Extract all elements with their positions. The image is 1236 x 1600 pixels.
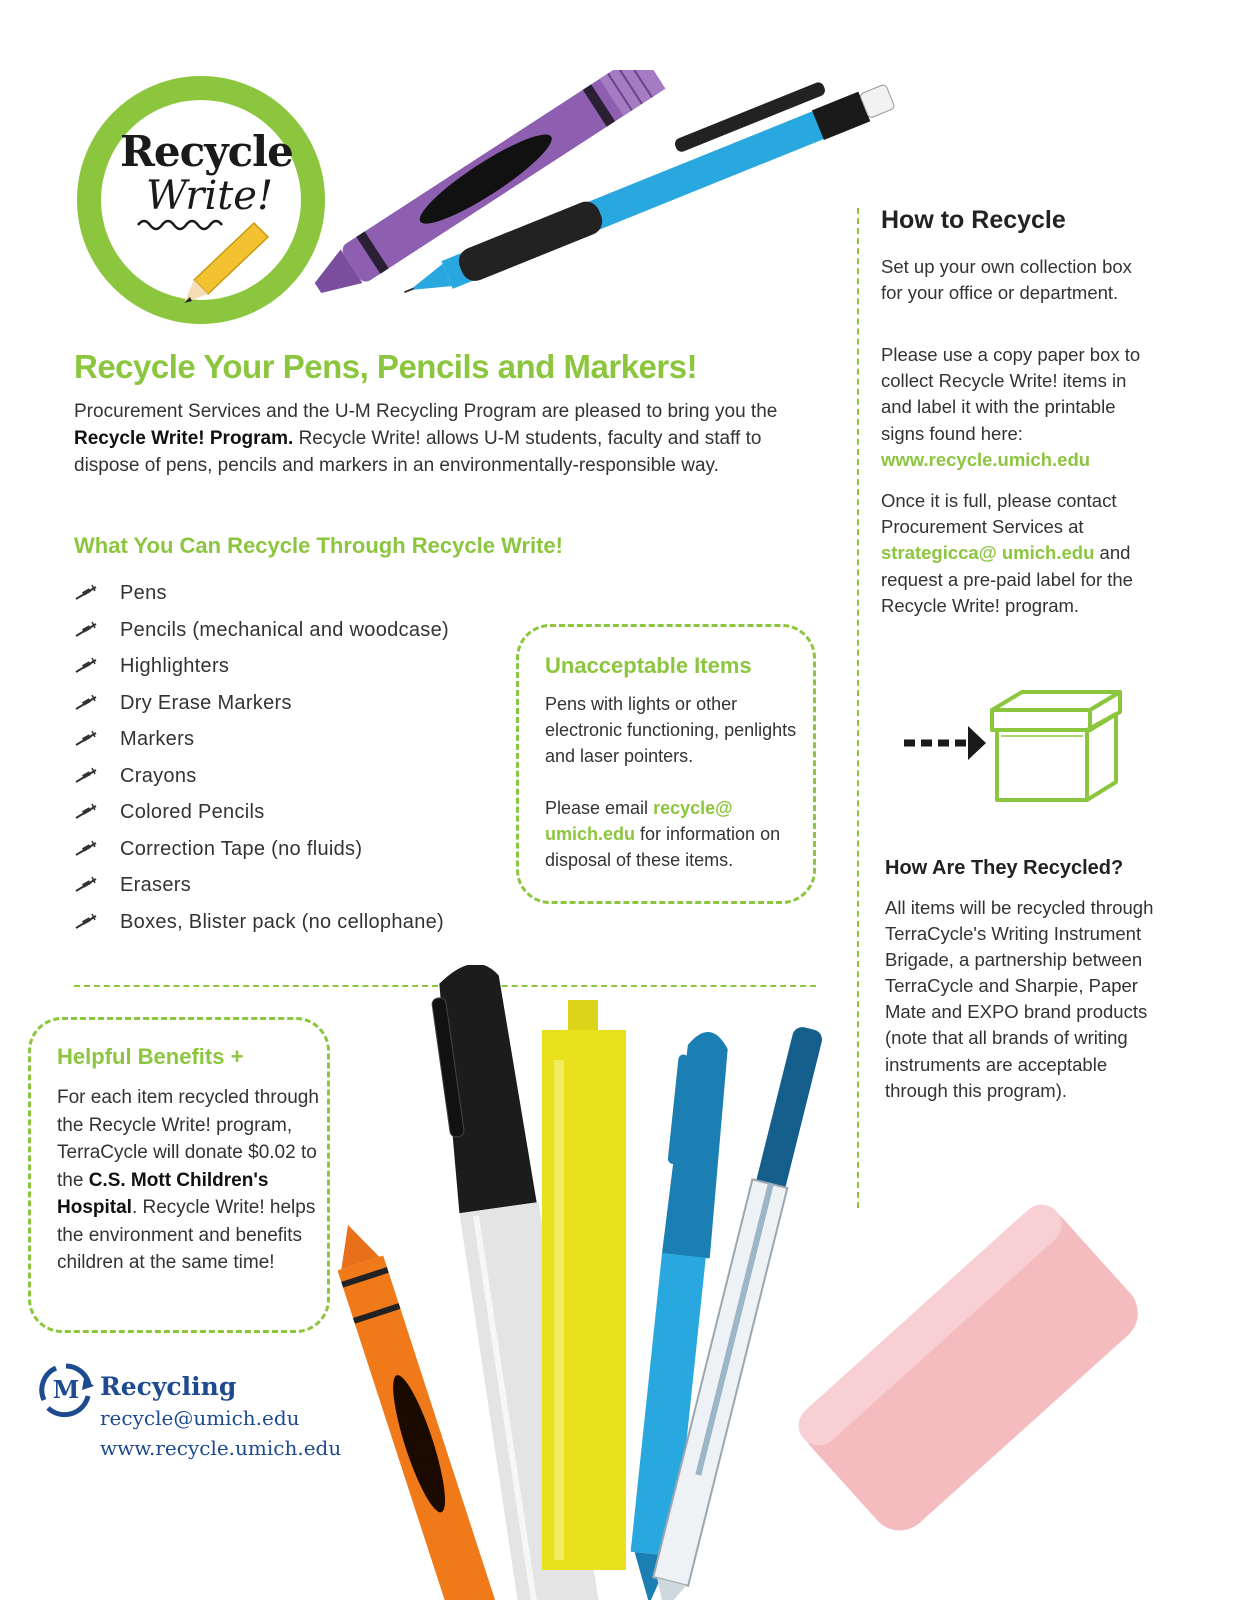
benefits-part-1: For each item recycled through the Recycle Write! program, TerraCycle will donate $0.02 to the <box>57 1087 319 1191</box>
unacceptable-email-suffix: for information on disposal of these items. <box>545 824 781 870</box>
how-to-p3-part-2: and request a pre-paid label for the Recycle Write! program. <box>881 542 1133 616</box>
benefits-text <box>57 1084 319 1277</box>
list-item-label: Erasers <box>120 874 192 896</box>
benefits-heading: Helpful Benefits + <box>57 1044 244 1069</box>
pen-bullet-icon <box>74 838 120 858</box>
unacceptable-email-text <box>545 795 815 873</box>
how-to-p2-text: Please use a copy paper box to collect Recycle Write! items in and label it with the printable signs found here: <box>881 344 1141 444</box>
intro-paragraph <box>74 398 814 479</box>
intro-part-2: Recycle Write! allows U-M students, faculty and staff to dispose of pens, pencils and markers in an environmentally-responsible way. <box>74 428 762 476</box>
benefits-hospital: C.S. Mott Children's Hospital <box>57 1169 269 1218</box>
page-title: Recycle Your Pens, Pencils and Markers! <box>74 348 698 385</box>
list-item <box>74 874 449 911</box>
highlighter-icon <box>542 1000 626 1570</box>
list-item <box>74 765 449 802</box>
dashed-arrow-icon <box>904 726 986 760</box>
list-item-label: Correction Tape (no fluids) <box>120 837 363 860</box>
recyclable-list <box>74 582 449 947</box>
how-to-paragraph-2 <box>881 342 1151 473</box>
box-illustration <box>900 686 1130 806</box>
intro-part-1: Procurement Services and the U-M Recycling Program are pleased to bring you the <box>74 401 778 422</box>
strategic-email-link[interactable]: strategicca@ umich.edu <box>881 542 1095 564</box>
how-recycled-text: All items will be recycled through TerraCycle's Writing Instrument Brigade, a partnership between TerraCycle and Sharpie, Paper Mate and EXPO brand products (note that all brands of writing instruments are acceptable through this program). <box>885 897 1154 1101</box>
unacceptable-email-prefix: Please email <box>545 798 654 818</box>
pen-bullet-icon <box>74 801 120 821</box>
um-recycling-logo-icon <box>36 1362 96 1418</box>
helpful-benefits-box <box>28 1017 330 1333</box>
unacceptable-text: Pens with lights or other electronic functioning, penlights and laser pointers. <box>545 694 797 766</box>
pen-bullet-icon <box>74 911 120 931</box>
list-item <box>74 728 449 765</box>
pen-bullet-icon <box>74 874 120 894</box>
list-item <box>74 619 449 656</box>
how-recycled-heading: How Are They Recycled? <box>885 857 1124 879</box>
list-item-label: Pens <box>120 582 167 604</box>
list-item <box>74 838 449 875</box>
list-item-label: Colored Pencils <box>120 801 265 823</box>
eraser-icon <box>790 1196 1150 1542</box>
list-item <box>74 692 449 729</box>
how-to-paragraph-1: Set up your own collection box for your office or department. <box>881 256 1132 304</box>
list-item <box>74 911 449 948</box>
intro-program-name: Recycle Write! Program. <box>74 428 294 449</box>
unacceptable-heading: Unacceptable Items <box>545 653 752 678</box>
list-item <box>74 801 449 838</box>
pen-bullet-icon <box>74 619 120 639</box>
unacceptable-email-link[interactable]: recycle@ umich.edu <box>545 798 733 844</box>
list-item-label: Crayons <box>120 764 197 787</box>
footer-email-link[interactable]: recycle@umich.edu <box>100 1406 300 1430</box>
logo-line-1: Recycle <box>120 127 293 176</box>
list-item-label: Pencils (mechanical and woodcase) <box>120 618 449 641</box>
list-item-label: Markers <box>120 728 195 750</box>
pen-bullet-icon <box>74 728 120 748</box>
how-to-p3-part-1: Once it is full, please contact Procurement Services at <box>881 490 1117 538</box>
list-item <box>74 582 449 619</box>
recycle-write-logo <box>76 75 326 325</box>
list-item-label: Boxes, Blister pack (no cellophane) <box>120 910 444 933</box>
pen-bullet-icon <box>74 692 120 712</box>
footer-website-link[interactable]: www.recycle.umich.edu <box>100 1436 342 1460</box>
pen-bullet-icon <box>74 655 120 675</box>
benefits-part-2: . Recycle Write! helps the environment and benefits children at the same time! <box>57 1197 316 1273</box>
recycle-website-link[interactable]: www.recycle.umich.edu <box>881 448 1091 470</box>
list-item <box>74 655 449 692</box>
top-illustration <box>300 70 970 310</box>
recyclable-heading: What You Can Recycle Through Recycle Write! <box>74 533 563 558</box>
footer-title: Recycling <box>100 1372 237 1401</box>
how-to-recycle-heading: How to Recycle <box>881 206 1066 234</box>
pen-bullet-icon <box>74 582 120 602</box>
unacceptable-items-box <box>516 624 816 904</box>
bottom-illustration <box>330 965 1236 1600</box>
list-item-label: Dry Erase Markers <box>120 691 292 714</box>
how-to-paragraph-3 <box>881 488 1151 619</box>
logo-line-2: Write! <box>146 173 274 219</box>
um-logo-letter: M <box>52 1375 80 1404</box>
pen-bullet-icon <box>74 765 120 785</box>
box-icon <box>992 692 1120 800</box>
list-item-label: Highlighters <box>120 655 230 677</box>
